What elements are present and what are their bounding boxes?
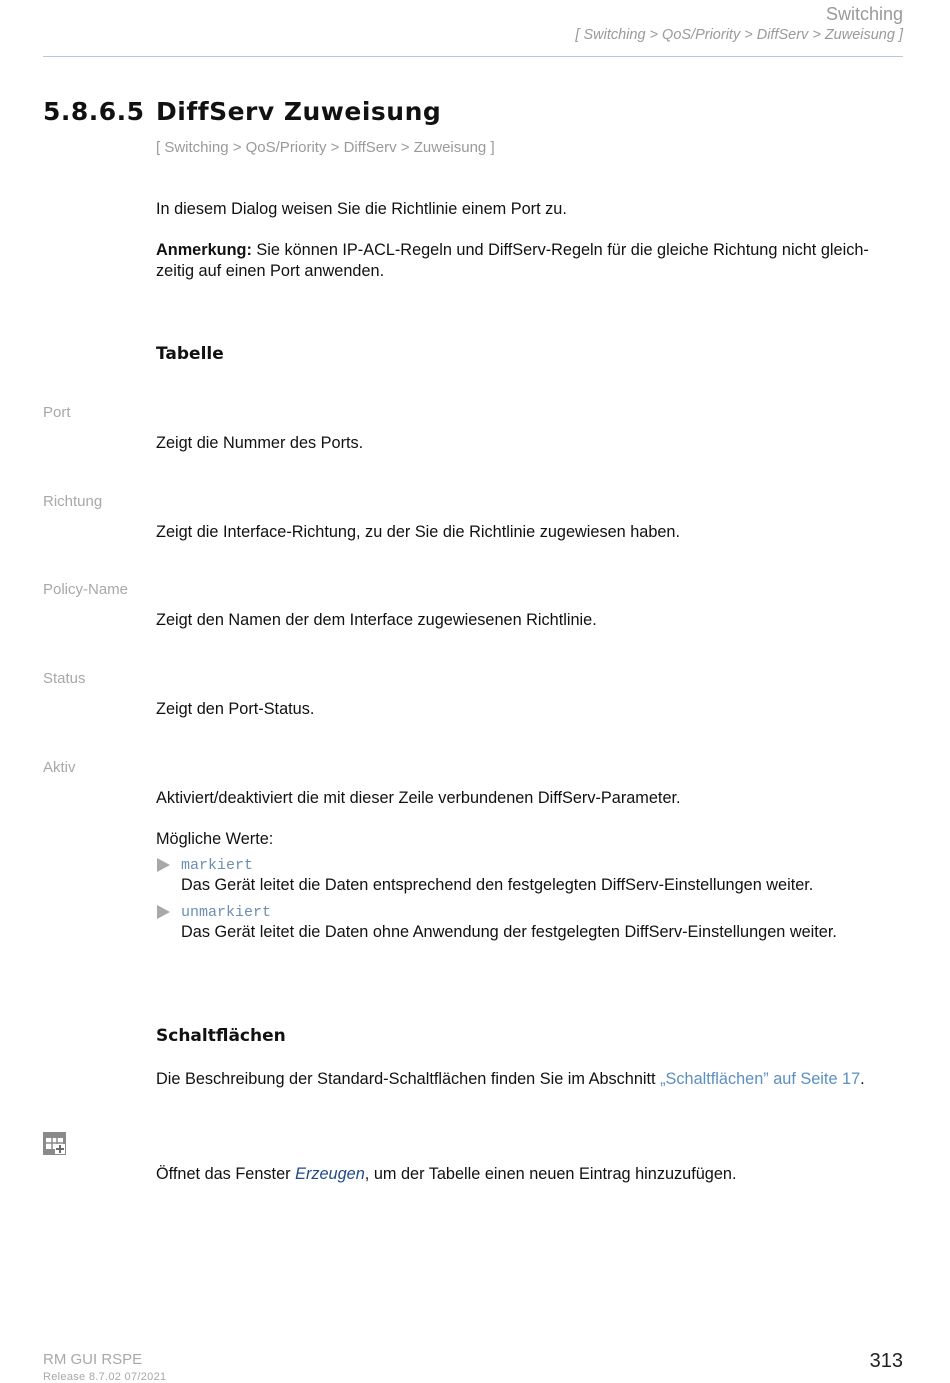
param-desc-aktiv: Aktiviert/deaktiviert die mit dieser Zeile verbundenen DiffServ-Parameter. — [156, 789, 681, 807]
value-desc-unmarkiert: Das Gerät leitet die Daten ohne Anwendung der festgelegten DiffServ-Einstellungen weiter. — [181, 923, 837, 941]
param-name-port: Port — [43, 404, 71, 421]
note-line2: zeitig auf einen Port anwenden. — [156, 262, 385, 280]
buttons-text-end: . — [860, 1070, 865, 1088]
intro-text: In diesem Dialog weisen Sie die Richtlinie einem Port zu. — [156, 200, 567, 218]
value-code-unmarkiert: unmarkiert — [181, 904, 272, 921]
bullet-arrow-icon — [157, 905, 170, 919]
running-header-breadcrumb: [ Switching > QoS/Priority > DiffServ > Zuweisung ] — [575, 27, 903, 43]
section-breadcrumb: [ Switching > QoS/Priority > DiffServ > Zuweisung ] — [156, 139, 495, 156]
bullet-arrow-icon — [157, 858, 170, 872]
add-text: Öffnet das Fenster — [156, 1165, 296, 1183]
buttons-heading: Schaltflächen — [156, 1026, 286, 1046]
section-number: 5.8.6.5 — [43, 97, 145, 126]
param-name-aktiv: Aktiv — [43, 759, 76, 776]
note-label: Anmerkung: — [156, 241, 252, 259]
buttons-page-link[interactable]: „Schaltflächen” auf Seite 17 — [660, 1070, 861, 1088]
possible-values-label: Mögliche Werte: — [156, 830, 274, 848]
param-desc-port: Zeigt die Nummer des Ports. — [156, 434, 364, 452]
buttons-description — [156, 1069, 906, 1090]
add-text-end: , um der Tabelle einen neuen Eintrag hinzuzufügen. — [364, 1165, 737, 1183]
param-desc-richtung: Zeigt die Interface-Richtung, zu der Sie die Richtlinie zugewiesen haben. — [156, 523, 681, 541]
footer-release: Release 8.7.02 07/2021 — [43, 1371, 167, 1383]
running-header-title: Switching — [825, 4, 903, 24]
table-heading: Tabelle — [156, 344, 224, 364]
header-divider — [43, 56, 903, 57]
buttons-text: Die Beschreibung der Standard-Schaltflächen finden Sie im Abschnitt — [156, 1070, 661, 1088]
param-name-status: Status — [43, 670, 86, 687]
param-desc-policy: Zeigt den Namen der dem Interface zugewiesenen Richtlinie. — [156, 611, 597, 629]
note-line1: Sie können IP-ACL-Regeln und DiffServ-Regeln für die gleiche Richtung nicht gleich- — [251, 241, 869, 259]
param-desc-status: Zeigt den Port-Status. — [156, 700, 315, 718]
footer-document: RM GUI RSPE — [43, 1351, 143, 1368]
param-name-richtung: Richtung — [43, 493, 103, 510]
add-description — [156, 1164, 906, 1185]
value-code-markiert: markiert — [181, 857, 254, 874]
param-name-policy: Policy-Name — [43, 581, 129, 598]
table-add-icon — [43, 1132, 66, 1155]
section-title: DiffServ Zuweisung — [156, 97, 442, 126]
create-window-link[interactable]: Erzeugen — [295, 1165, 365, 1183]
note-paragraph — [156, 240, 906, 282]
page-number: 313 — [869, 1350, 903, 1372]
value-desc-markiert: Das Gerät leitet die Daten entsprechend den festgelegten DiffServ-Einstellungen weiter. — [181, 876, 814, 894]
